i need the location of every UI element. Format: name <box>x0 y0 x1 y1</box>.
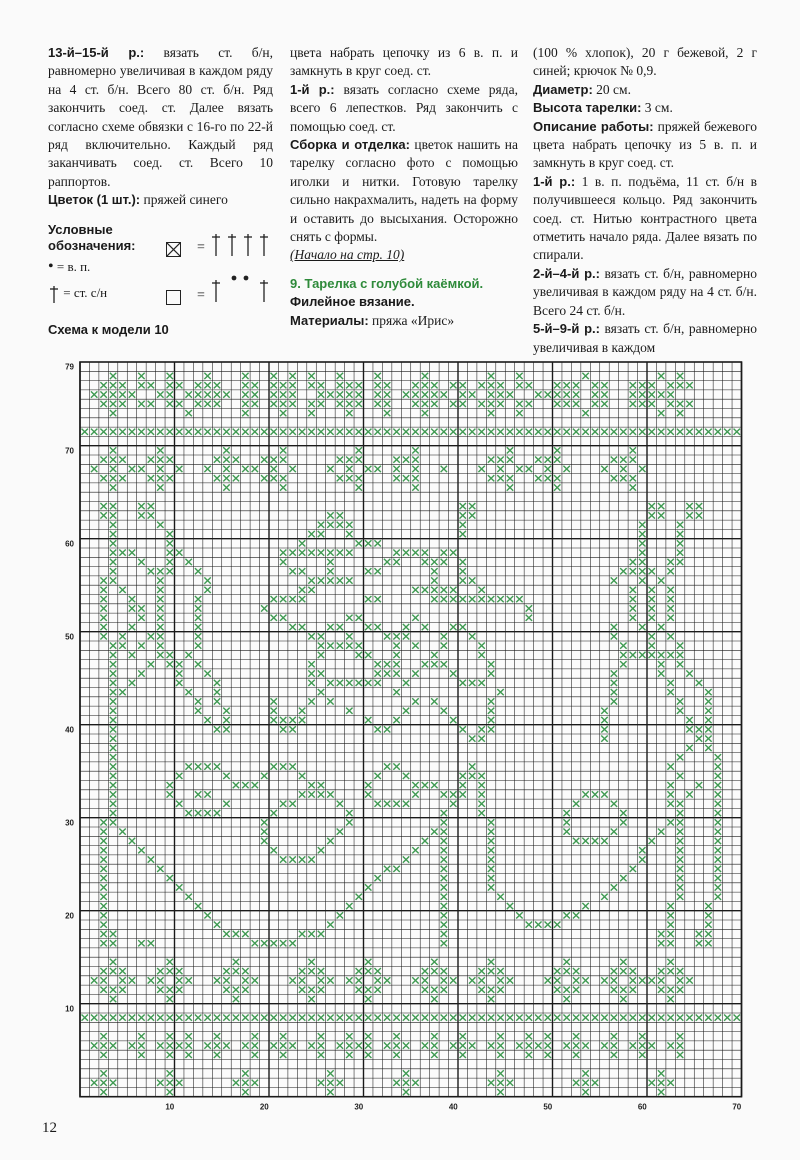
section-subtitle <box>290 293 518 311</box>
paragraph-rows-13-15 <box>48 44 273 191</box>
y-tick-label: 10 <box>65 1004 74 1014</box>
legend-stsn-label: = ст. с/н <box>63 284 108 300</box>
text-column-3 <box>533 44 757 357</box>
paragraph-chain: цвета набрать цепочку из 6 в. п. и замкнуть в круг соед. ст. <box>290 45 518 79</box>
legend-title: Условные обозначения: <box>48 222 136 253</box>
paragraph-rows-2-4 <box>533 265 757 320</box>
paragraph-text: вязать ст. б/н, равномерно увеличивая в каждом <box>533 321 757 355</box>
open-mesh-icon <box>210 272 272 306</box>
row-heading: Материалы: <box>290 312 369 328</box>
paragraph-diameter <box>533 81 757 99</box>
x-tick-label: 30 <box>354 1102 364 1112</box>
legend-single-crochet <box>48 284 107 304</box>
row-heading: Диаметр: <box>533 81 593 97</box>
page-number: 12 <box>42 1120 57 1136</box>
row-heading: 1-й р.: <box>533 173 576 189</box>
start-page-link-text[interactable]: (Начало на стр. 10) <box>290 247 405 263</box>
dot-icon: • <box>48 258 54 275</box>
y-tick-label: 40 <box>65 725 74 735</box>
row-heading: 1-й р.: <box>290 81 335 97</box>
y-tick-label: 60 <box>65 539 74 549</box>
filled-cell-icon <box>166 242 181 257</box>
equals-sign-icon: = <box>197 240 205 255</box>
start-page-link[interactable] <box>290 246 518 264</box>
paragraph-text: 3 см. <box>641 100 673 116</box>
y-tick-label: 20 <box>65 911 74 921</box>
cross-icon <box>167 243 180 256</box>
paragraph-text: цветок нашить на тарелку согласно фото с помощью иголки и нитки. Готовую тарелку сильно накрахмалить, надеть на форму и оставить до высыхания. Осторожно снять с формы. <box>290 137 518 245</box>
legend-chain-label: = в. п. <box>56 259 91 274</box>
x-tick-label: 60 <box>637 1102 647 1112</box>
paragraph-text: вязать ст. б/н, равномерно увеличивая в каждом ряду на 4 ст. б/н. Всего 24 ст. б/н. <box>533 265 757 318</box>
paragraph-text: пряжа «Ирис» <box>368 312 455 328</box>
legend-chain-stitch <box>48 258 90 276</box>
x-tick-label: 50 <box>543 1102 553 1112</box>
four-stitches-icon <box>210 230 272 258</box>
row-heading: Описание работы: <box>533 118 654 134</box>
section-subtitle-text: Филейное вязание. <box>290 294 415 310</box>
paragraph-description <box>533 118 757 173</box>
schema-title: Схема к модели 10 <box>48 322 169 337</box>
text-column-1 <box>48 44 273 210</box>
paragraph-text: пряжей бежевого цвета набрать цепочку из 5 в. п. и замкнуть в круг соед. ст. <box>533 118 757 171</box>
paragraph-text: 1 в. п. подъёма, 11 ст. б/н в получившееся кольцо. Ряд закончить соед. ст. Нитью контрастного цвета отметить начало ряда. Далее вязать по спирали. <box>533 173 757 263</box>
x-tick-label: 40 <box>448 1102 458 1112</box>
row-heading: Цветок (1 шт.): <box>48 192 141 208</box>
section-title-text: 9. Тарелка с голубой каёмкой. <box>290 275 484 291</box>
row-heading: 2-й–4-й р.: <box>533 265 600 281</box>
paragraph-row-1-plate <box>533 173 757 265</box>
paragraph-assembly <box>290 136 518 246</box>
row-heading: Сборка и отделка: <box>290 137 410 153</box>
legend <box>48 222 288 322</box>
paragraph-text: вязать ст. б/н, равномерно увеличивая в каждом ряду на 4 ст. б/н. Всего 80 ст. б/н. Ряд закончить соед. ст. Далее вязать согласно схеме обвязки с 16-го по 22-й ряд включительно. Каждый ряд заканчивать соед. ст. Всего 10 раппортов. <box>48 45 273 189</box>
y-tick-label: 50 <box>65 632 74 642</box>
paragraph-materials-cont: (100 % хлопок), 20 г бежевой, 2 г синей; крючок № 0,9. <box>533 45 757 79</box>
y-tick-label: 79 <box>65 362 74 372</box>
row-heading: 13-й–15-й р.: <box>48 45 145 60</box>
paragraph-flower <box>48 191 273 209</box>
x-tick-label: 70 <box>732 1102 742 1112</box>
filet-chart <box>40 350 760 1120</box>
y-tick-label: 70 <box>65 446 74 456</box>
stitch-icon <box>48 284 60 304</box>
empty-cell-icon <box>166 290 181 305</box>
text-column-2 <box>290 44 518 330</box>
x-tick-label: 10 <box>165 1102 175 1112</box>
paragraph-row-1 <box>290 81 518 136</box>
y-tick-label: 30 <box>65 818 74 828</box>
row-heading: 5-й–9-й р.: <box>533 321 600 337</box>
paragraph-text: 20 см. <box>592 81 631 97</box>
section-title <box>290 275 518 293</box>
equals-sign-icon: = <box>197 288 205 303</box>
paragraph-text: пряжей синего <box>140 192 228 208</box>
paragraph-height <box>533 99 757 117</box>
x-tick-label: 20 <box>259 1102 269 1112</box>
paragraph-text: вязать согласно схеме ряда, всего 6 лепестков. Ряд закончить с помощью соед. ст. <box>290 81 518 134</box>
row-heading: Высота тарелки: <box>533 100 642 116</box>
paragraph-materials <box>290 312 518 330</box>
